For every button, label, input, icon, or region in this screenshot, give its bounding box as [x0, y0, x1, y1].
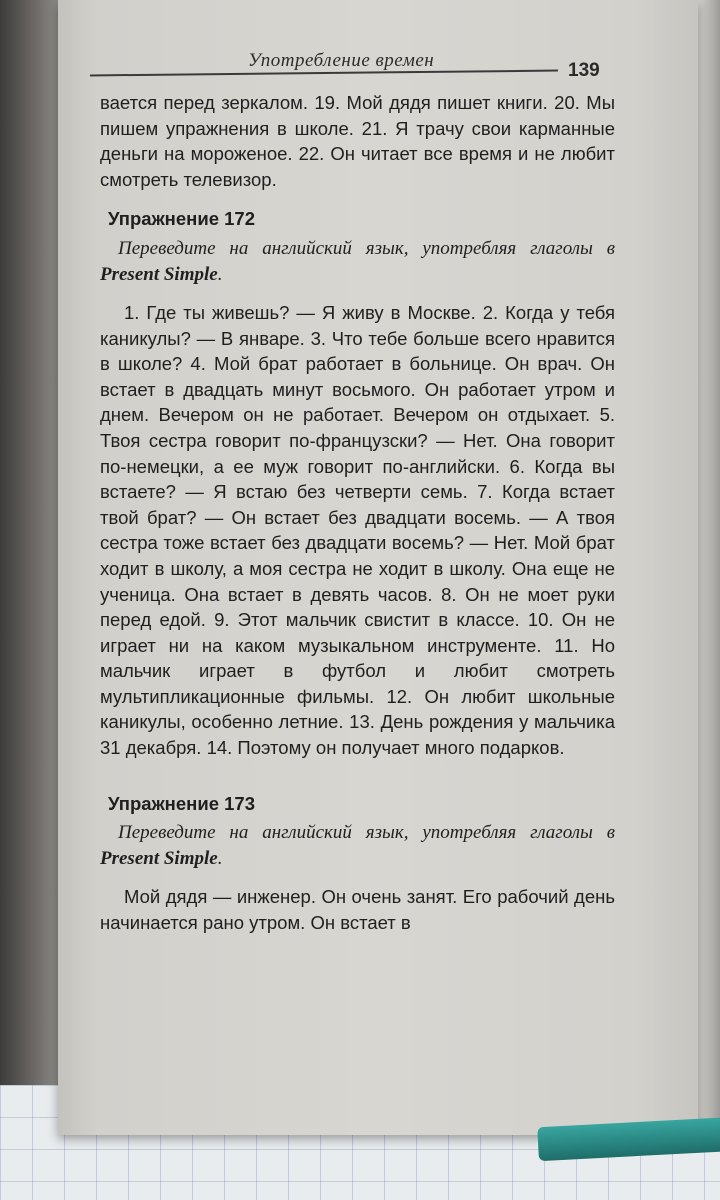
- task-emphasis: Present Simple: [100, 263, 218, 285]
- exercise-title-172: Упражнение 172: [108, 208, 255, 230]
- task-suffix: .: [217, 263, 223, 285]
- task-text: Переведите на английский язык, употребляя глаголы в: [118, 237, 615, 259]
- continuation-paragraph: вается перед зеркалом. 19. Мой дядя пишет книги. 20. Мы пишем упражнения в школе. 21. Я трачу свои карманные деньги на мороженое. 22. Он читает все время и не любит смотреть телевизор.: [100, 92, 615, 190]
- exercise-task-172: [100, 236, 615, 288]
- page-text: [100, 90, 615, 935]
- task-suffix: .: [217, 848, 223, 870]
- task-emphasis: Present Simple: [100, 848, 218, 870]
- book-gutter: [0, 0, 58, 1200]
- exercise-body-172: 1. Где ты живешь? — Я живу в Москве. 2. Когда у тебя каникулы? — В январе. 3. Что тебе больше всего нравится в школе? 4. Мой брат работает в больнице. Он врач. Он встает в двадцать минут восьмого. Он работает утром и днем. Вечером он не работает. Вечером он отдыхает. 5. Твоя сестра говорит по-французски? — Нет. Она говорит по-немецки, а ее муж говорит по-английски. 6. Когда вы встаете? — Я встаю без четверти семь. 7. Когда встает твой брат? — Он встает без двадцати восемь. — А твоя сестра тоже встает без двадцати восемь? — Нет. Мой брат ходит в школу, а моя сестра не ходит в школу. Она еще не ученица. Она встает в девять часов. 8. Он не моет руки перед едой. 9. Этот мальчик свистит в классе. 10. Он не играет ни на каком музыкальном инструменте. 11. Но мальчик играет в футбол и любит смотреть мультипликационные фильмы. 12. Он любит школьные каникулы, особенно летние. 13. День рождения у мальчика 31 декабря. 14. Поэтому он получает много подарков.: [100, 301, 615, 759]
- task-text: Переведите на английский язык, употребляя глаголы в: [118, 822, 615, 844]
- running-head: Употребление времен: [248, 50, 435, 71]
- exercise-body-173: Мой дядя — инженер. Он очень занят. Его рабочий день начинается рано утром. Он встает в: [100, 886, 615, 933]
- page-header: [90, 46, 610, 86]
- exercise-task-173: [100, 820, 615, 872]
- exercise-title-173: Упражнение 173: [108, 792, 255, 814]
- page-number: 139: [568, 60, 600, 81]
